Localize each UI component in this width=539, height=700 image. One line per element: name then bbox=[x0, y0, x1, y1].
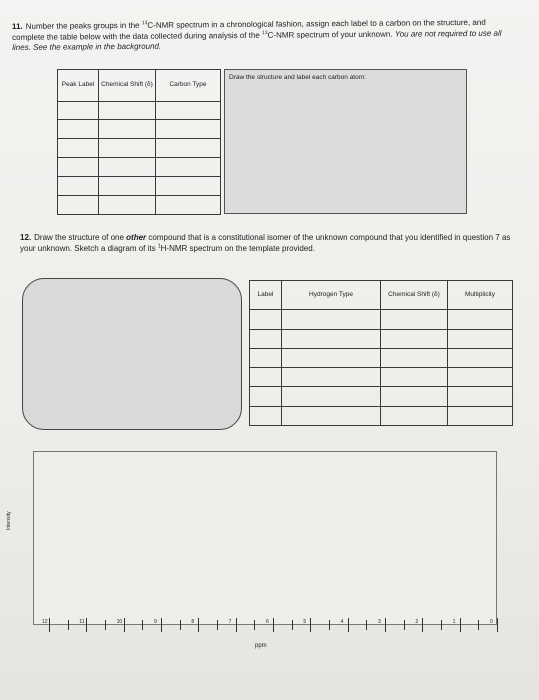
table-row bbox=[250, 368, 513, 387]
axis-major-tick bbox=[422, 618, 423, 632]
table-row bbox=[250, 348, 513, 367]
axis-tick-label: 1 bbox=[452, 619, 456, 625]
axis-minor-tick bbox=[478, 620, 479, 630]
table-cell[interactable] bbox=[282, 310, 381, 329]
axis-tick-label: 2 bbox=[415, 619, 419, 625]
table-cell[interactable] bbox=[381, 406, 448, 425]
axis-tick-label: 7 bbox=[228, 619, 232, 625]
table-cell[interactable] bbox=[250, 387, 282, 406]
table-cell[interactable] bbox=[99, 158, 156, 177]
table-cell[interactable] bbox=[156, 158, 221, 177]
table-cell[interactable] bbox=[381, 310, 448, 329]
axis-major-tick bbox=[161, 618, 162, 632]
table-row bbox=[58, 101, 221, 120]
axis-major-tick bbox=[49, 618, 50, 632]
axis-major-tick bbox=[273, 618, 274, 632]
structure-drawing-label: Draw the structure and label each carbon atom: bbox=[229, 74, 366, 81]
table-cell[interactable] bbox=[448, 310, 513, 329]
question-11-note: You are not required to use all lines. See the example in the background. bbox=[12, 28, 502, 52]
axis-minor-tick bbox=[180, 620, 181, 630]
question-11 bbox=[12, 18, 512, 54]
header-peak-label: Peak Label bbox=[58, 70, 99, 102]
header-multiplicity: Multiplicity bbox=[448, 281, 513, 310]
axis-major-tick bbox=[124, 618, 125, 632]
table-cell[interactable] bbox=[282, 329, 381, 348]
spectrum-y-axis-label: Intensity bbox=[6, 511, 12, 530]
axis-minor-tick bbox=[68, 620, 69, 630]
question-12-emphasis: other bbox=[126, 233, 147, 242]
header-hydrogen-type: Hydrogen Type bbox=[282, 281, 381, 310]
table-row bbox=[58, 120, 221, 139]
table-cell[interactable] bbox=[381, 368, 448, 387]
table-row bbox=[250, 329, 513, 348]
table-row bbox=[250, 310, 513, 329]
question-12-text-1: Draw the structure of one bbox=[34, 233, 127, 242]
axis-major-tick bbox=[385, 618, 386, 632]
question-12-text-3: H-NMR spectrum on the template provided. bbox=[160, 243, 315, 253]
superscript-1: 1 bbox=[157, 242, 161, 249]
axis-tick-label: 6 bbox=[266, 619, 269, 625]
axis-tick-label: 4 bbox=[340, 619, 344, 625]
axis-minor-tick bbox=[217, 620, 218, 630]
table-cell[interactable] bbox=[282, 368, 381, 387]
axis-tick-label: 0 bbox=[490, 619, 493, 625]
question-12 bbox=[20, 233, 520, 254]
table-cell[interactable] bbox=[250, 329, 282, 348]
table-cell[interactable] bbox=[156, 139, 221, 158]
axis-tick-label: 5 bbox=[303, 619, 307, 625]
axis-tick-label: 3 bbox=[378, 619, 381, 625]
question-11-text-3: C-NMR spectrum of your unknown. bbox=[267, 29, 393, 40]
axis-minor-tick bbox=[254, 620, 255, 630]
table-cell[interactable] bbox=[381, 348, 448, 367]
carbon-nmr-table bbox=[57, 69, 221, 215]
table-row bbox=[250, 406, 513, 425]
question-12-number: 12. bbox=[20, 233, 32, 242]
structure-drawing-box[interactable] bbox=[224, 69, 467, 214]
axis-tick-label: 10 bbox=[116, 619, 123, 625]
table-cell[interactable] bbox=[99, 120, 156, 139]
axis-major-tick bbox=[497, 618, 498, 632]
table-row bbox=[58, 158, 221, 177]
axis-major-tick bbox=[310, 618, 311, 632]
table-cell[interactable] bbox=[58, 120, 99, 139]
spectrum-x-axis-label: ppm bbox=[255, 643, 267, 649]
isomer-drawing-box[interactable] bbox=[22, 278, 242, 430]
axis-tick-label: 8 bbox=[191, 619, 195, 625]
axis-tick-label: 12 bbox=[42, 619, 48, 625]
table-cell[interactable] bbox=[156, 120, 221, 139]
table-cell[interactable] bbox=[448, 406, 513, 425]
table-cell[interactable] bbox=[58, 177, 99, 196]
table-cell[interactable] bbox=[448, 348, 513, 367]
axis-tick-label: 11 bbox=[79, 619, 85, 625]
table-cell[interactable] bbox=[381, 387, 448, 406]
axis-major-tick bbox=[86, 618, 87, 632]
table-cell[interactable] bbox=[58, 196, 99, 215]
table-cell[interactable] bbox=[156, 177, 221, 196]
table-cell[interactable] bbox=[99, 196, 156, 215]
table-cell[interactable] bbox=[282, 348, 381, 367]
axis-minor-tick bbox=[404, 620, 405, 630]
header-label: Label bbox=[250, 281, 282, 310]
table-cell[interactable] bbox=[58, 158, 99, 177]
header-chemical-shift: Chemical Shift (δ) bbox=[99, 70, 156, 102]
spectrum-x-axis bbox=[0, 610, 539, 640]
superscript-13: 13 bbox=[141, 20, 148, 27]
axis-minor-tick bbox=[329, 620, 330, 630]
table-cell[interactable] bbox=[282, 406, 381, 425]
table-cell[interactable] bbox=[381, 329, 448, 348]
question-12-text-2: compound that is a constitutional isomer of the unknown compound that you identified in question 7 as your unknown. Sketch a diagram of its bbox=[20, 233, 511, 253]
table-cell[interactable] bbox=[99, 177, 156, 196]
table-cell[interactable] bbox=[156, 101, 221, 120]
table-cell[interactable] bbox=[250, 348, 282, 367]
table-cell[interactable] bbox=[250, 310, 282, 329]
axis-minor-tick bbox=[105, 620, 106, 630]
table-cell[interactable] bbox=[448, 368, 513, 387]
axis-major-tick bbox=[348, 618, 349, 632]
axis-minor-tick bbox=[292, 620, 293, 630]
axis-minor-tick bbox=[441, 620, 442, 630]
hnmr-spectrum-template[interactable] bbox=[33, 451, 497, 625]
table-cell[interactable] bbox=[99, 139, 156, 158]
header-chemical-shift: Chemical Shift (δ) bbox=[381, 281, 448, 310]
table-row bbox=[58, 196, 221, 215]
table-cell[interactable] bbox=[250, 406, 282, 425]
axis-major-tick bbox=[460, 618, 461, 632]
table-cell[interactable] bbox=[58, 139, 99, 158]
table-row bbox=[250, 387, 513, 406]
axis-major-tick bbox=[236, 618, 237, 632]
question-11-text-2: C-NMR spectrum in a chronological fashion, assign each label to a carbon on the structure, and complete the table below with the data collected during analysis of the bbox=[12, 17, 486, 42]
table-cell[interactable] bbox=[282, 387, 381, 406]
table-cell[interactable] bbox=[58, 101, 99, 120]
header-carbon-type: Carbon Type bbox=[156, 70, 221, 102]
table-cell[interactable] bbox=[99, 101, 156, 120]
hydrogen-nmr-table bbox=[249, 280, 513, 426]
table-row bbox=[58, 139, 221, 158]
superscript-13: 13 bbox=[262, 29, 268, 36]
question-11-number: 11. bbox=[12, 21, 23, 31]
axis-tick-label: 9 bbox=[154, 619, 157, 625]
table-cell[interactable] bbox=[250, 368, 282, 387]
table-cell[interactable] bbox=[448, 329, 513, 348]
axis-major-tick bbox=[198, 618, 199, 632]
table-cell[interactable] bbox=[156, 196, 221, 215]
axis-minor-tick bbox=[142, 620, 143, 630]
table-row bbox=[58, 177, 221, 196]
table-cell[interactable] bbox=[448, 387, 513, 406]
question-11-text-1: Number the peaks groups in the bbox=[25, 20, 142, 31]
axis-minor-tick bbox=[366, 620, 367, 630]
